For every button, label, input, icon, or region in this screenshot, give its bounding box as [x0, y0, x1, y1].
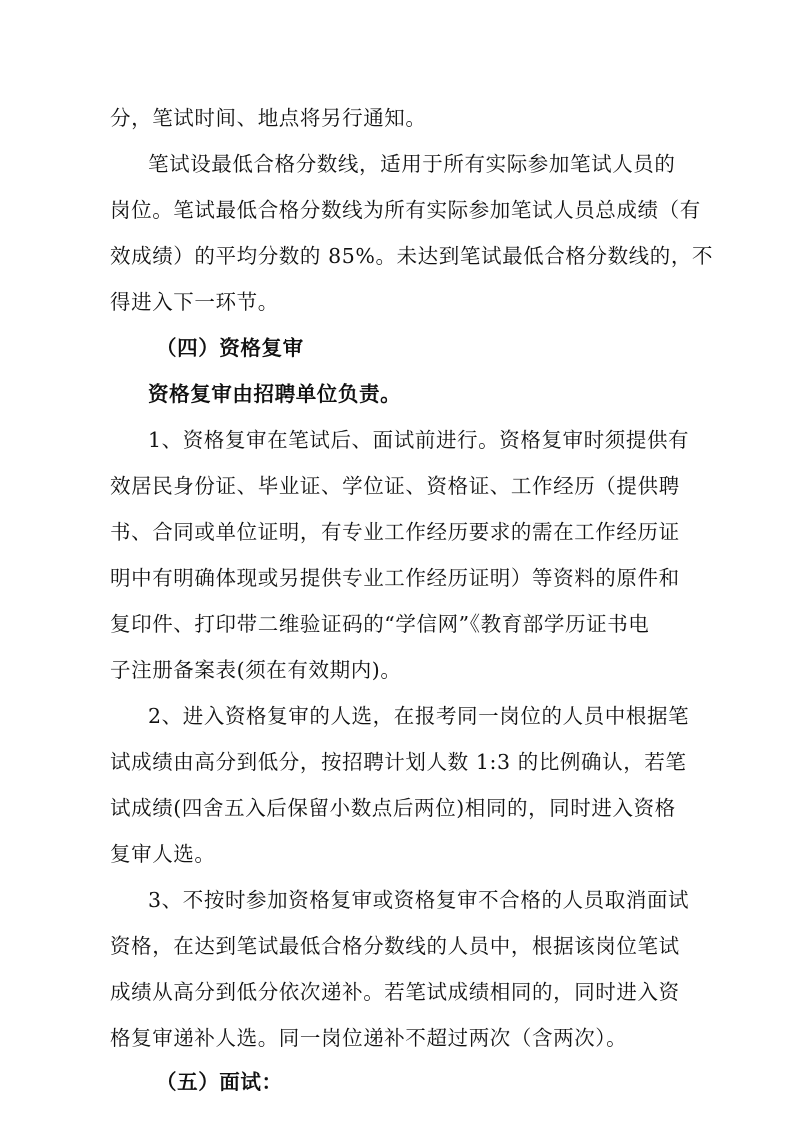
body-text-line: 效居民身份证、毕业证、学位证、资格证、工作经历（提供聘 — [110, 474, 680, 498]
body-text-line: 资格，在达到笔试最低合格分数线的人员中，根据该岗位笔试 — [110, 934, 680, 958]
body-text-line: 分，笔试时间、地点将另行通知。 — [110, 106, 427, 130]
body-text-line: 复印件、打印带二维验证码的“学信网”《教育部学历证书电 — [110, 612, 650, 636]
body-text-line: 成绩从高分到低分依次递补。若笔试成绩相同的，同时进入资 — [110, 980, 680, 1004]
body-text-line: 效成绩）的平均分数的 85%。未达到笔试最低合格分数线的，不 — [110, 244, 714, 268]
body-text-line: 岗位。笔试最低合格分数线为所有实际参加笔试人员总成绩（有 — [110, 198, 701, 222]
body-text-line: 得进入下一环节。 — [110, 290, 279, 314]
body-text-line: 试成绩由高分到低分，按招聘计划人数 1:3 的比例确认，若笔 — [110, 750, 687, 774]
paragraph-first-line: 3、不按时参加资格复审或资格复审不合格的人员取消面试 — [148, 888, 690, 912]
paragraph-first-line: 1、资格复审在笔试后、面试前进行。资格复审时须提供有 — [148, 428, 690, 452]
section-lead-bold: 资格复审由招聘单位负责。 — [148, 382, 402, 406]
section-heading-5: （五）面试： — [156, 1070, 283, 1094]
body-text-line: 明中有明确体现或另提供专业工作经历证明）等资料的原件和 — [110, 566, 680, 590]
paragraph-first-line: 笔试设最低合格分数线，适用于所有实际参加笔试人员的 — [148, 152, 676, 176]
section-heading-4: （四）资格复审 — [156, 336, 304, 360]
body-text-line: 复审人选。 — [110, 842, 216, 866]
paragraph-first-line: 2、进入资格复审的人选，在报考同一岗位的人员中根据笔 — [148, 704, 690, 728]
body-text-line: 试成绩(四舍五入后保留小数点后两位)相同的，同时进入资格 — [110, 796, 676, 820]
body-text-line: 书、合同或单位证明，有专业工作经历要求的需在工作经历证 — [110, 520, 680, 544]
body-text-line: 格复审递补人选。同一岗位递补不超过两次（含两次）。 — [110, 1026, 628, 1050]
body-text-line: 子注册备案表(须在有效期内)。 — [110, 658, 402, 682]
